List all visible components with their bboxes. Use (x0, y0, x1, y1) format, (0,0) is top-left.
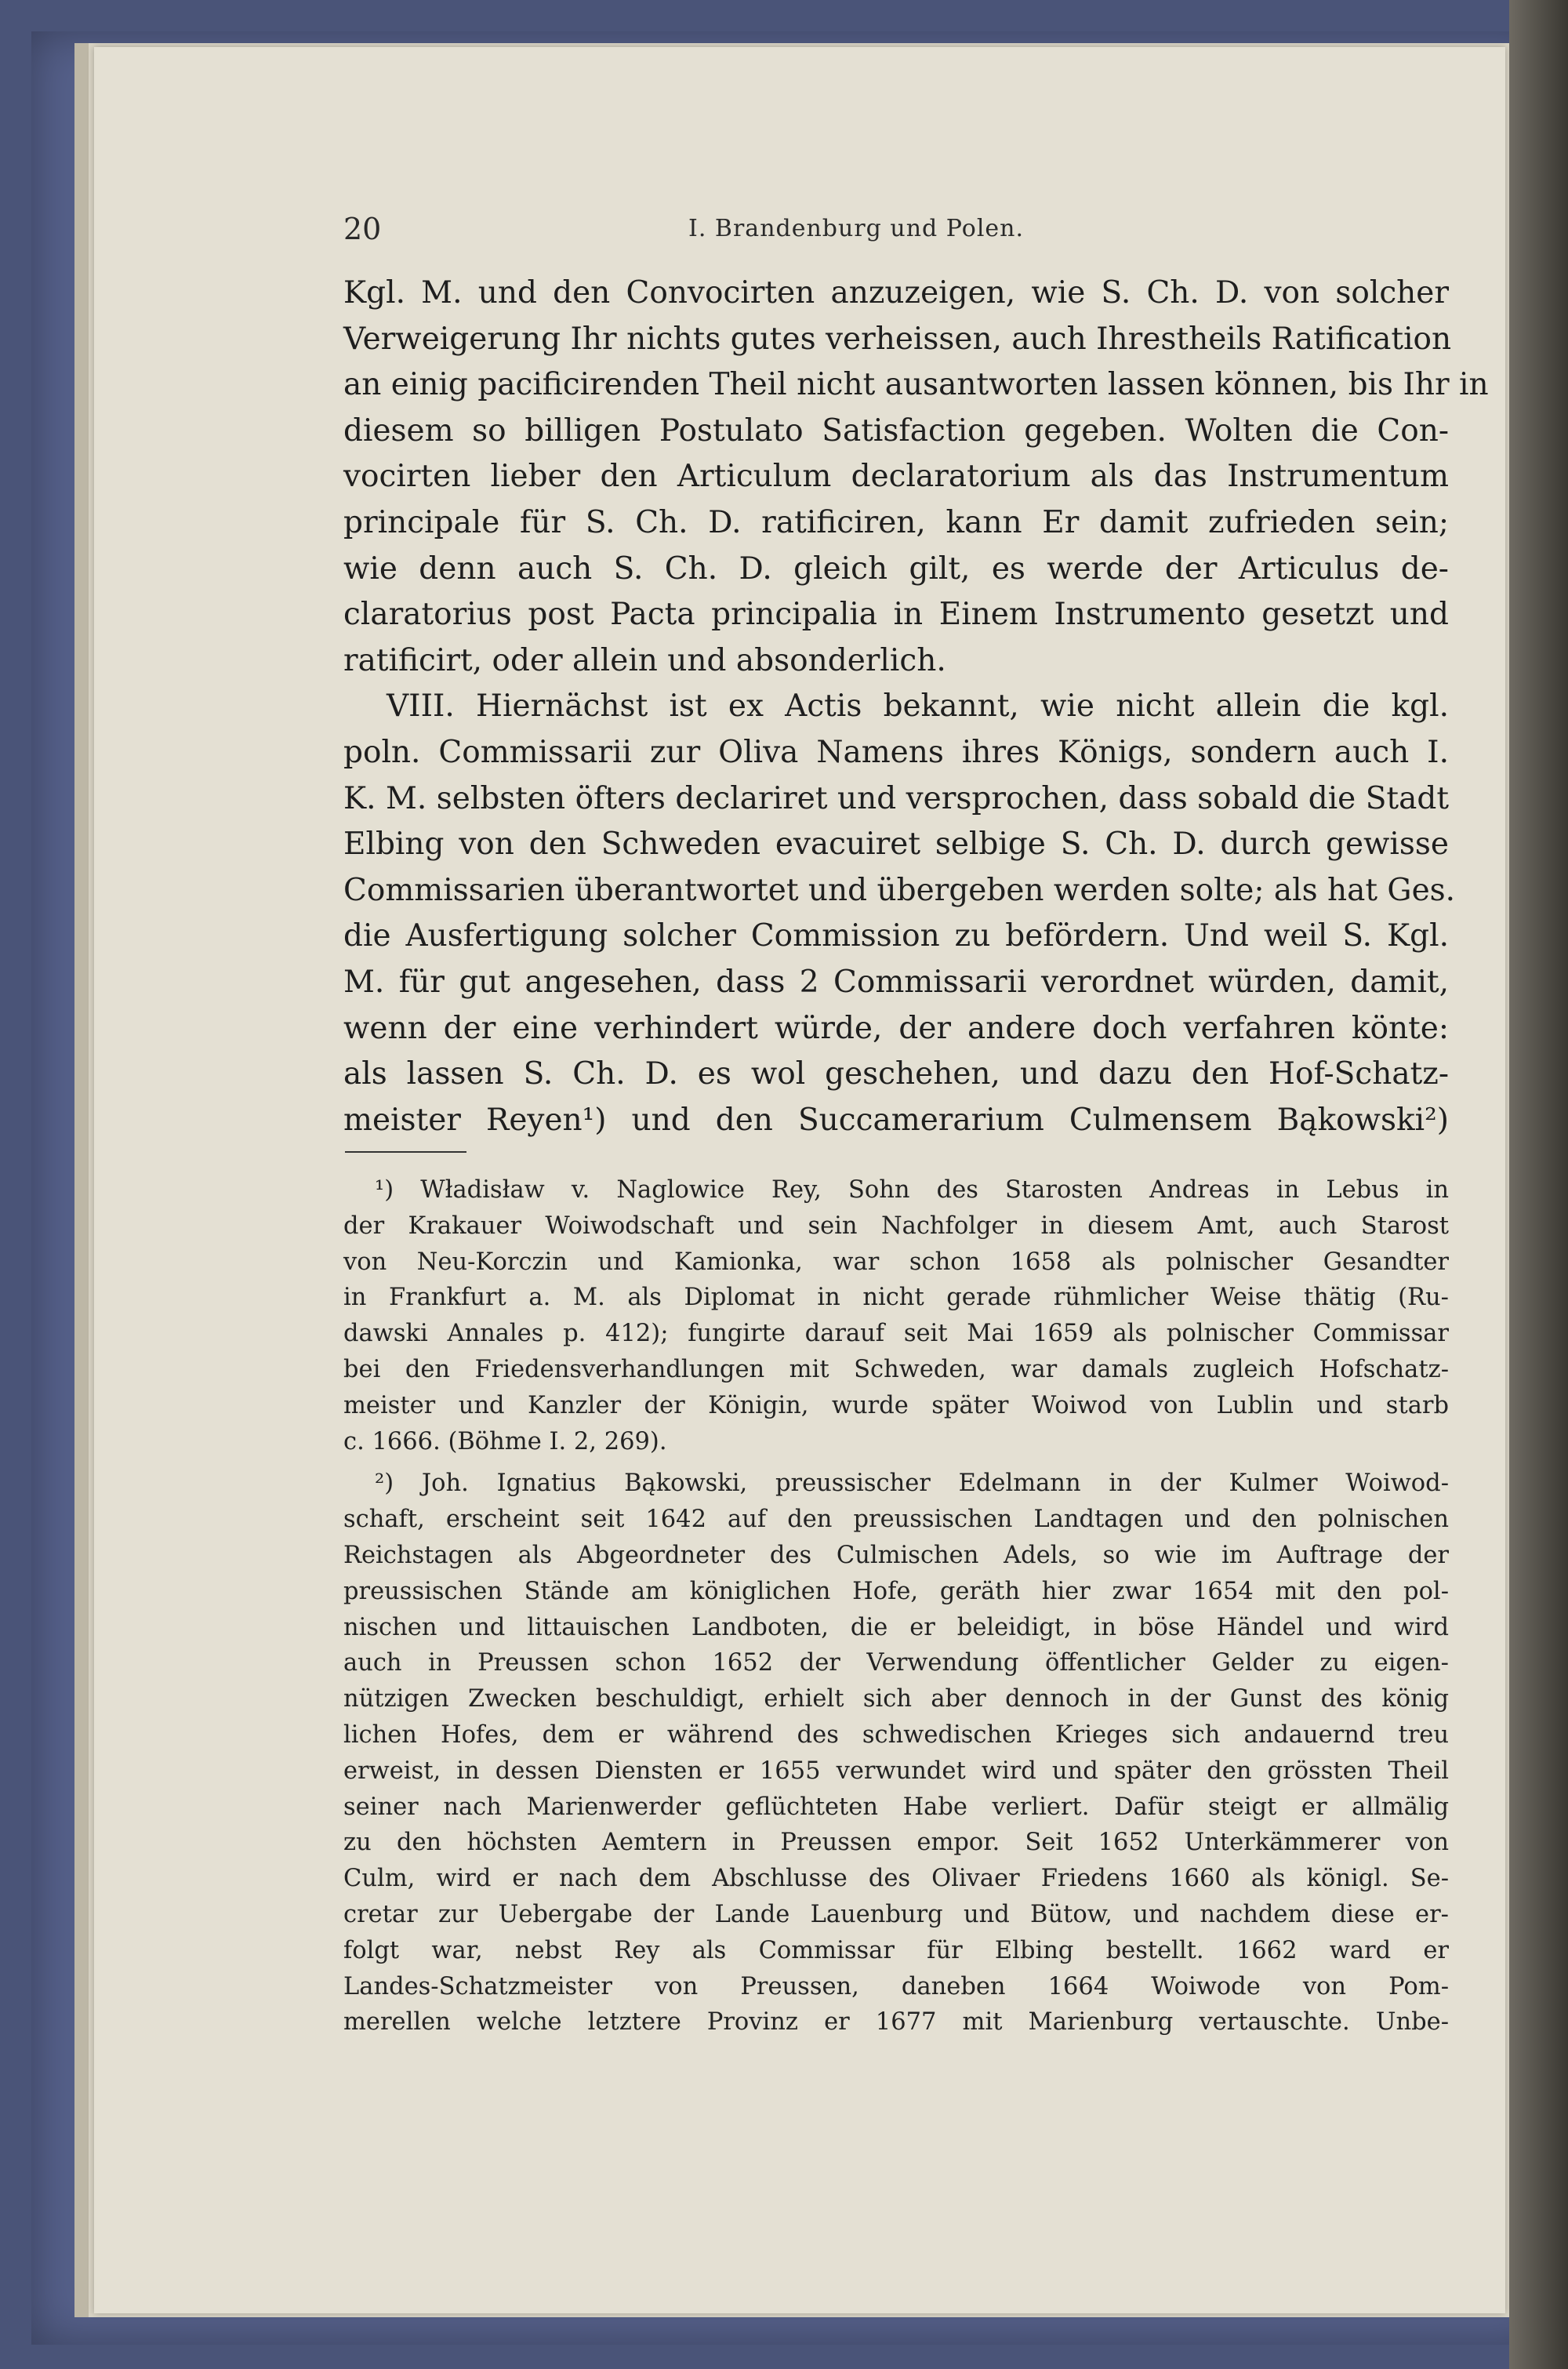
footnote-line: ²) Joh. Ignatius Bąkowski, preussischer Edelmann in der Kulmer Woiwod- (375, 1470, 1449, 1498)
footnote-line: schaft, erscheint seit 1642 auf den preussischen Landtagen und den polnischen (343, 1506, 1449, 1534)
text-line: Kgl. M. und den Convocirten anzuzeigen, wie S. Ch. D. von solcher (343, 275, 1449, 311)
text-line: M. für gut angesehen, dass 2 Commissarii verordnet würden, damit, (343, 964, 1449, 1000)
text-line: die Ausfertigung solcher Commission zu befördern. Und weil S. Kgl. (343, 918, 1449, 954)
text-line: claratorius post Pacta principalia in Einem Instrumento gesetzt und (343, 597, 1449, 633)
text-line: Commissarien überantwortet und übergeben werden solte; als hat Ges. (343, 872, 1456, 908)
text-line: poln. Commissarii zur Oliva Namens ihres Königs, sondern auch I. (343, 734, 1449, 770)
text-line: K. M. selbsten öfters declariret und versprochen, dass sobald die Stadt (343, 780, 1449, 816)
text-line: meister Reyen¹) und den Succamerarium Culmensem Bąkowski²) (343, 1102, 1449, 1138)
text-line: Verweigerung Ihr nichts gutes verheissen, auch Ihrestheils Ratification (343, 321, 1452, 357)
text-line: an einig pacificirenden Theil nicht ausantworten lassen können, bis Ihr in (343, 367, 1489, 403)
page-header (343, 212, 1449, 251)
text-line: principale für S. Ch. D. ratificiren, kann Er damit zufrieden sein; (343, 504, 1449, 540)
text-line: Elbing von den Schweden evacuiret selbige S. Ch. D. durch gewisse (343, 827, 1449, 863)
footnote-line: Culm, wird er nach dem Abschlusse des Olivaer Friedens 1660 als königl. Se- (343, 1865, 1449, 1893)
facing-page-edge (1509, 0, 1568, 2369)
footnote-line: Landes-Schatzmeister von Preussen, daneben 1664 Woiwode von Pom- (343, 1972, 1449, 2000)
page-number: 20 (343, 212, 382, 246)
footnote-line: merellen welche letztere Provinz er 1677 mit Marienburg vertauschte. Unbe- (343, 2008, 1449, 2037)
footnote-line: cretar zur Uebergabe der Lande Lauenburg und Bütow, und nachdem diese er- (343, 1900, 1449, 1928)
footnote-1 (343, 1172, 1449, 1459)
text-line: wenn der eine verhindert würde, der andere doch verfahren könte: (343, 1010, 1449, 1046)
footnote-line: in Frankfurt a. M. als Diplomat in nicht gerade rühmlicher Weise thätig (Ru- (343, 1284, 1449, 1312)
footnote-line: nischen und littauischen Landboten, die er beleidigt, in böse Händel und wird (343, 1613, 1449, 1641)
footnote-line: von Neu-Korczin und Kamionka, war schon 1658 als polnischer Gesandter (343, 1248, 1449, 1276)
footnote-line: zu den höchsten Aemtern in Preussen empor. Seit 1652 Unterkämmerer von (343, 1829, 1449, 1857)
footnote-line: auch in Preussen schon 1652 der Verwendung öffentlicher Gelder zu eigen- (343, 1649, 1449, 1677)
footnote-line: nützigen Zwecken beschuldigt, erhielt sich aber dennoch in der Gunst des könig (343, 1685, 1449, 1713)
footnote-line: ¹) Władisław v. Naglowice Rey, Sohn des Starosten Andreas in Lebus in (375, 1176, 1449, 1204)
main-text (343, 271, 1489, 1143)
footnote-line: folgt war, nebst Rey als Commissar für Elbing bestellt. 1662 ward er (343, 1936, 1449, 1964)
footnote-line: preussischen Stände am königlichen Hofe, geräth hier zwar 1654 mit den pol- (343, 1577, 1449, 1605)
footnote-line: Reichstagen als Abgeordneter des Culmischen Adels, so wie im Auftrage der (343, 1541, 1449, 1569)
text-line: diesem so billigen Postulato Satisfaction gegeben. Wolten die Con- (343, 412, 1449, 449)
footnote-line: bei den Friedensverhandlungen mit Schweden, war damals zugleich Hofschatz- (343, 1355, 1449, 1383)
footnote-2 (343, 1466, 1449, 2040)
text-line: ratificirt, oder allein und absonderlich. (343, 642, 946, 678)
footnote-line: lichen Hofes, dem er während des schwedischen Krieges sich andauernd treu (343, 1720, 1449, 1749)
text-line: VIII. Hiernächst ist ex Actis bekannt, wie nicht allein die kgl. (387, 689, 1449, 725)
footnote-separator (345, 1151, 466, 1153)
text-line: vocirten lieber den Articulum declaratorium als das Instrumentum (343, 459, 1449, 495)
running-head: I. Brandenburg und Polen. (688, 215, 1025, 242)
footnotes (343, 1172, 1449, 2040)
footnote-line: seiner nach Marienwerder geflüchteten Habe verliert. Dafür steigt er allmälig (343, 1793, 1449, 1821)
text-line: wie denn auch S. Ch. D. gleich gilt, es werde der Articulus de- (343, 550, 1449, 587)
footnote-line: meister und Kanzler der Königin, wurde später Woiwod von Lublin und starb (343, 1391, 1449, 1419)
footnote-line: c. 1666. (Böhme I. 2, 269). (343, 1427, 667, 1455)
footnote-line: der Krakauer Woiwodschaft und sein Nachfolger in diesem Amt, auch Starost (343, 1212, 1449, 1240)
text-line: als lassen S. Ch. D. es wol geschehen, und dazu den Hof-Schatz- (343, 1056, 1449, 1092)
footnote-line: dawski Annales p. 412); fungirte darauf seit Mai 1659 als polnischer Commissar (343, 1320, 1449, 1348)
footnote-line: erweist, in dessen Diensten er 1655 verwundet wird und später den grössten Theil (343, 1757, 1449, 1785)
